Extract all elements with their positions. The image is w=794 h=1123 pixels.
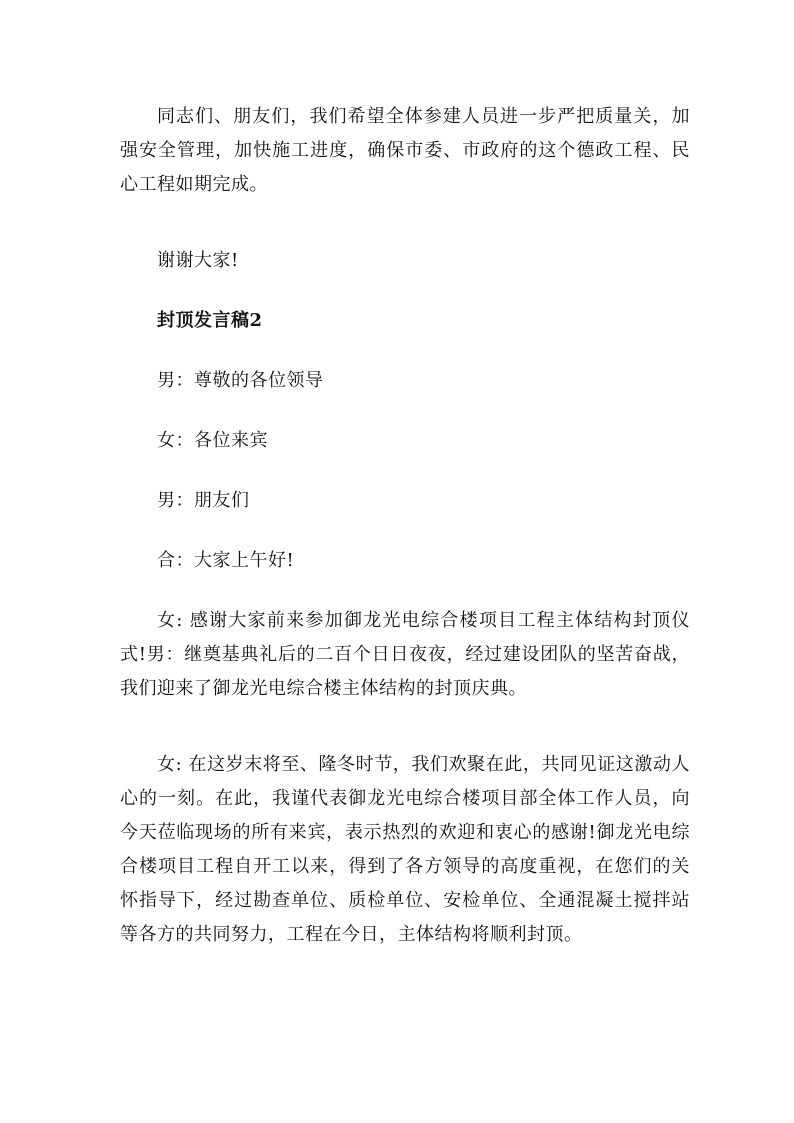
paragraph-welcome-speech: 女: 在这岁末将至、隆冬时节，我们欢聚在此，共同见证这激动人心的一刻。在此，我谨代表御龙光电综合楼项目部全体工作人员，向今天莅临现场的所有来宾，表示热烈的欢迎和衷心的感谢!御龙光电综合楼项目工程自开工以来，得到了各方领导的高度重视，在您们的关怀指导下，经过勘查单位、质检单位、安检单位、全通混凝土搅拌站等各方的共同努力，工程在今日，主体结构将顺利封顶。 — [120, 754, 690, 945]
paragraph-thanks: 谢谢大家! — [157, 250, 239, 271]
paragraph-female-greeting: 女：各位来宾 — [157, 430, 268, 451]
paragraph-male-friends: 男：朋友们 — [157, 490, 250, 511]
paragraph-together-greeting: 合：大家上午好! — [157, 550, 295, 571]
paragraph-opening-thanks: 女: 感谢大家前来参加御龙光电综合楼项目工程主体结构封顶仪式!男：继奠基典礼后的二百个日日夜夜，经过建设团队的坚苦奋战，我们迎来了御龙光电综合楼主体结构的封顶庆典。 — [120, 610, 690, 699]
paragraph-closing-wish: 同志们、朋友们，我们希望全体参建人员进一步严把质量关，加强安全管理，加快施工进度，确保市委、市政府的这个德政工程、民心工程如期完成。 — [120, 106, 690, 195]
section-heading: 封顶发言稿2 — [157, 310, 263, 331]
paragraph-male-greeting: 男：尊敬的各位领导 — [157, 370, 324, 391]
